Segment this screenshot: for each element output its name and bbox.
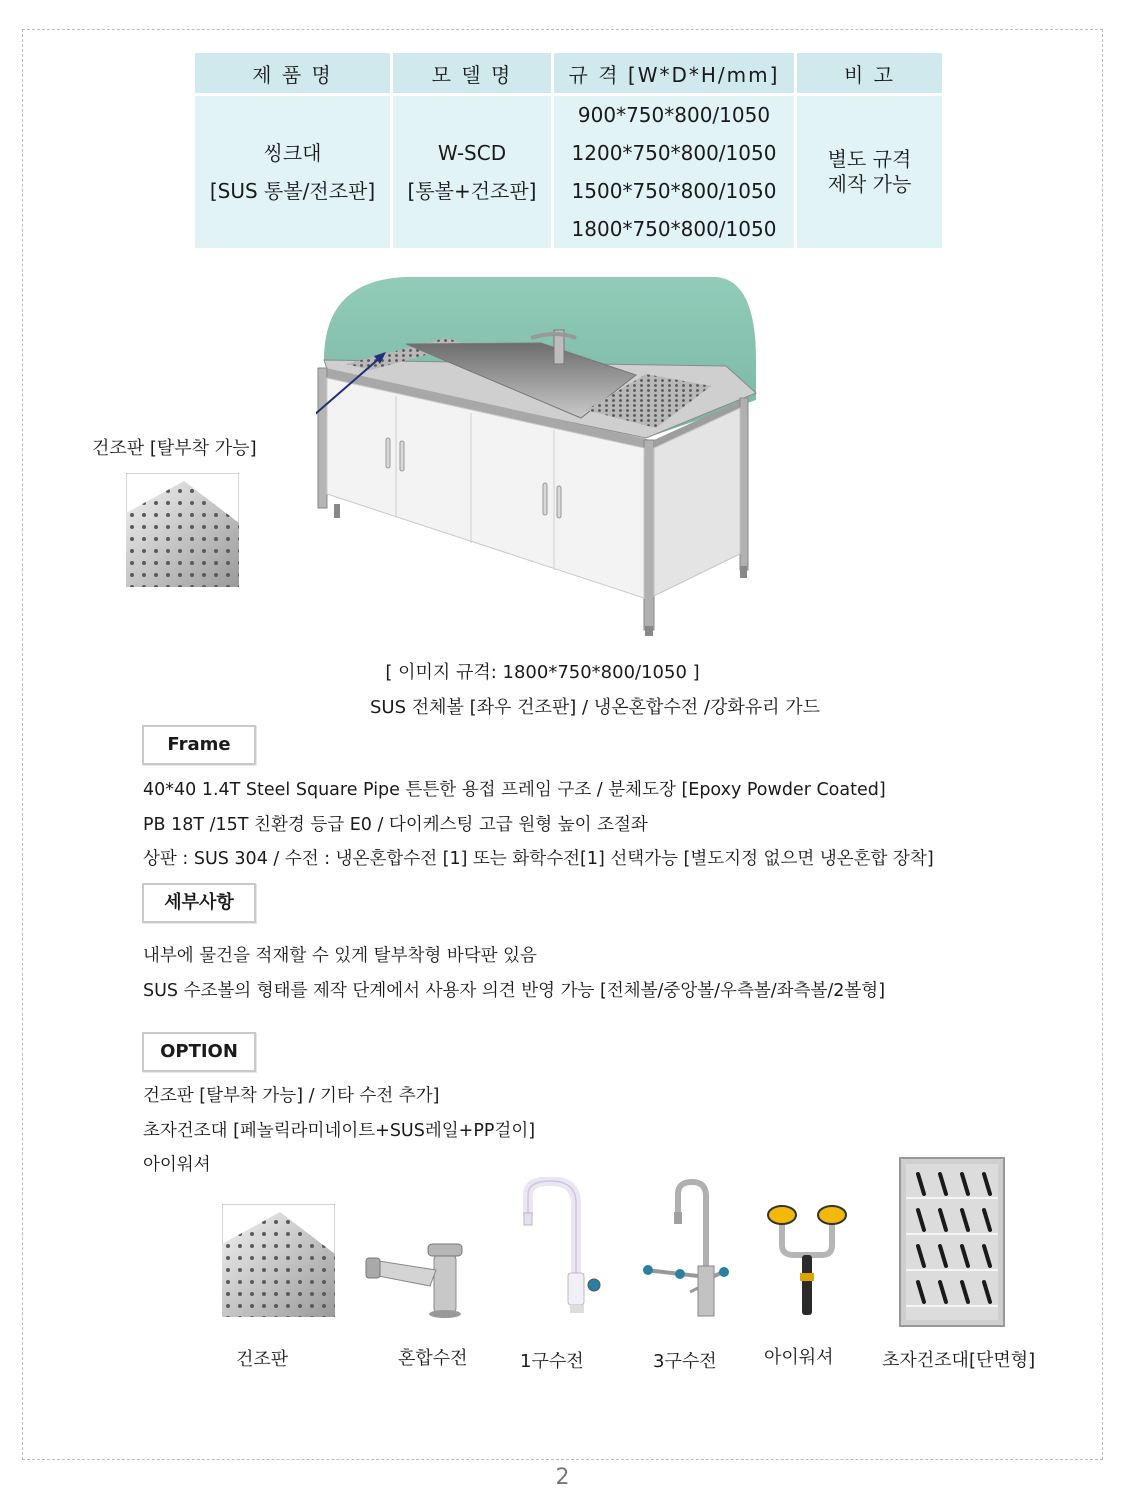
option-label-single-faucet: 1구수전 xyxy=(520,1351,584,1372)
frame-line: 40*40 1.4T Steel Square Pipe 튼튼한 용접 프레임 구조 / 분체도장 [Epoxy Powder Coated] xyxy=(143,780,886,800)
frame-line: 상판 : SUS 304 / 수전 : 냉온혼합수전 [1] 또는 화학수전[1] 선택가능 [별도지정 없으면 냉온혼합 장착] xyxy=(143,849,934,869)
header-spec: 규 격 [W*D*H/mm] xyxy=(554,53,794,93)
model-name-line: [통볼+건조판] xyxy=(407,179,537,203)
cell-product-name xyxy=(195,93,390,248)
page-number: 2 xyxy=(555,1465,570,1490)
note-line: 제작 가능 xyxy=(827,172,912,196)
product-name-line: [SUS 통볼/전조판] xyxy=(209,179,376,203)
note-line: 별도 규격 xyxy=(827,147,912,171)
single-faucet-icon xyxy=(516,1177,608,1317)
table-header-row xyxy=(195,53,942,93)
spec-line: 1800*750*800/1050 xyxy=(571,217,777,241)
cell-model-name xyxy=(393,93,551,248)
product-name-line: 씽크대 xyxy=(263,141,322,165)
table-row xyxy=(195,93,942,248)
glassware-rack-icon xyxy=(888,1154,1010,1330)
option-label-eye-washer: 아이워셔 xyxy=(764,1347,834,1368)
sink-cabinet-image xyxy=(316,268,759,645)
frame-line: PB 18T /15T 친환경 등급 E0 / 다이케스팅 고급 원형 높이 조절좌 xyxy=(143,815,648,835)
perforated-plate-icon xyxy=(126,473,239,587)
option-label-drying-plate: 건조판 xyxy=(236,1349,289,1370)
option-line: 아이워셔 xyxy=(143,1155,211,1175)
spec-line: 900*750*800/1050 xyxy=(577,103,771,127)
spec-line: 1500*750*800/1050 xyxy=(571,179,777,203)
image-spec-caption: [ 이미지 규격: 1800*750*800/1050 ] xyxy=(385,662,700,683)
drying-plate-callout: 건조판 [탈부착 가능] xyxy=(92,438,257,459)
frame-section-title: Frame xyxy=(142,725,256,765)
option-line: 초자건조대 [페놀릭라미네이트+SUS레일+PP걸이] xyxy=(143,1121,536,1141)
perforated-plate-icon xyxy=(222,1204,335,1317)
spec-table xyxy=(192,53,945,248)
option-line: 건조판 [탈부착 가능] / 기타 수전 추가] xyxy=(143,1086,440,1106)
header-model-name: 모 델 명 xyxy=(393,53,551,93)
spec-line: 1200*750*800/1050 xyxy=(571,141,777,165)
eye-washer-icon xyxy=(764,1195,850,1319)
details-line: SUS 수조볼의 형태를 제작 단계에서 사용자 의견 반영 가능 [전체볼/중앙볼/우측볼/좌측볼/2볼형] xyxy=(143,981,886,1001)
image-description-caption: SUS 전체볼 [좌우 건조판] / 냉온혼합수전 /강화유리 가드 xyxy=(369,697,820,718)
cell-note xyxy=(797,93,942,248)
header-product-name: 제 품 명 xyxy=(195,53,390,93)
cell-spec xyxy=(554,93,794,248)
mixer-faucet-icon xyxy=(364,1240,470,1320)
option-label-triple-faucet: 3구수전 xyxy=(653,1351,717,1372)
triple-faucet-icon xyxy=(638,1178,730,1320)
details-section-title: 세부사항 xyxy=(142,883,256,923)
option-label-mixer-faucet: 혼합수전 xyxy=(398,1348,468,1369)
details-line: 내부에 물건을 적재할 수 있게 탈부착형 바닥판 있음 xyxy=(143,946,537,966)
header-note: 비 고 xyxy=(797,53,942,93)
option-label-glassware-rack: 초자건조대[단면형] xyxy=(882,1350,1036,1371)
option-section-title: OPTION xyxy=(142,1032,256,1072)
model-name-line: W-SCD xyxy=(437,141,507,165)
